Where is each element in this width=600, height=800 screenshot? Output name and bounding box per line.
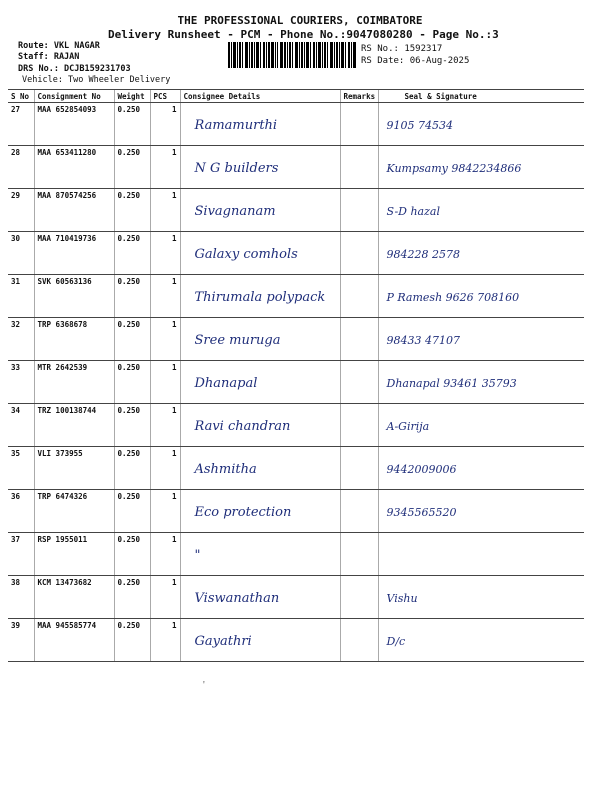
pieces: 1 bbox=[150, 189, 180, 232]
serial-number: 30 bbox=[8, 232, 34, 275]
consignee-details: Eco protection bbox=[180, 490, 340, 533]
weight: 0.250 bbox=[114, 318, 150, 361]
rs-number: RS No.: 1592317 bbox=[361, 44, 443, 54]
table-row bbox=[8, 146, 584, 189]
drs-number: DRS No.: DCJB159231703 bbox=[18, 64, 131, 74]
serial-number: 37 bbox=[8, 533, 34, 576]
signature: Kumpsamy 9842234866 bbox=[378, 146, 584, 189]
weight: 0.250 bbox=[114, 490, 150, 533]
consignment-number: SVK 60563136 bbox=[34, 275, 114, 318]
consignment-number: TRP 6474326 bbox=[34, 490, 114, 533]
pieces: 1 bbox=[150, 619, 180, 662]
serial-number: 31 bbox=[8, 275, 34, 318]
serial-number: 35 bbox=[8, 447, 34, 490]
consignee-details: Ramamurthi bbox=[180, 103, 340, 146]
consignment-number: VLI 373955 bbox=[34, 447, 114, 490]
signature: A-Girija bbox=[378, 404, 584, 447]
pieces: 1 bbox=[150, 318, 180, 361]
consignee-details: Thirumala polypack bbox=[180, 275, 340, 318]
pieces: 1 bbox=[150, 232, 180, 275]
weight: 0.250 bbox=[114, 404, 150, 447]
consignment-number: RSP 1955011 bbox=[34, 533, 114, 576]
column-header: Remarks bbox=[340, 90, 378, 103]
serial-number: 33 bbox=[8, 361, 34, 404]
remarks bbox=[340, 318, 378, 361]
weight: 0.250 bbox=[114, 232, 150, 275]
runsheet-table bbox=[8, 89, 584, 662]
consignment-number: KCM 13473682 bbox=[34, 576, 114, 619]
table-row bbox=[8, 103, 584, 146]
serial-number: 32 bbox=[8, 318, 34, 361]
pieces: 1 bbox=[150, 275, 180, 318]
remarks bbox=[340, 447, 378, 490]
rs-date: RS Date: 06-Aug-2025 bbox=[361, 56, 470, 66]
serial-number: 36 bbox=[8, 490, 34, 533]
table-row bbox=[8, 404, 584, 447]
table-row bbox=[8, 232, 584, 275]
remarks bbox=[340, 189, 378, 232]
table-row bbox=[8, 533, 584, 576]
consignee-details: Gayathri bbox=[180, 619, 340, 662]
consignee-details: Sree muruga bbox=[180, 318, 340, 361]
remarks bbox=[340, 619, 378, 662]
consignment-number: MAA 710419736 bbox=[34, 232, 114, 275]
pieces: 1 bbox=[150, 533, 180, 576]
remarks bbox=[340, 490, 378, 533]
consignee-details: Viswanathan bbox=[180, 576, 340, 619]
remarks bbox=[340, 103, 378, 146]
table-row bbox=[8, 275, 584, 318]
remarks bbox=[340, 146, 378, 189]
weight: 0.250 bbox=[114, 103, 150, 146]
weight: 0.250 bbox=[114, 189, 150, 232]
table-row bbox=[8, 619, 584, 662]
pieces: 1 bbox=[150, 404, 180, 447]
remarks bbox=[340, 404, 378, 447]
barcode bbox=[228, 42, 356, 68]
serial-number: 28 bbox=[8, 146, 34, 189]
signature: P Ramesh 9626 708160 bbox=[378, 275, 584, 318]
consignee-details: Galaxy comhols bbox=[180, 232, 340, 275]
consignee-details: " bbox=[180, 533, 340, 576]
consignee-details: Sivagnanam bbox=[180, 189, 340, 232]
table-row bbox=[8, 189, 584, 232]
pieces: 1 bbox=[150, 447, 180, 490]
remarks bbox=[340, 533, 378, 576]
weight: 0.250 bbox=[114, 619, 150, 662]
column-header: Consignment No bbox=[34, 90, 114, 103]
pieces: 1 bbox=[150, 576, 180, 619]
staff-label: Staff: RAJAN bbox=[18, 52, 80, 62]
weight: 0.250 bbox=[114, 361, 150, 404]
weight: 0.250 bbox=[114, 275, 150, 318]
table-row bbox=[8, 490, 584, 533]
serial-number: 27 bbox=[8, 103, 34, 146]
consignee-details: Dhanapal bbox=[180, 361, 340, 404]
route-label: Route: VKL NAGAR bbox=[18, 41, 100, 51]
remarks bbox=[340, 275, 378, 318]
consignment-number: MAA 870574256 bbox=[34, 189, 114, 232]
pieces: 1 bbox=[150, 361, 180, 404]
signature: 9105 74534 bbox=[378, 103, 584, 146]
consignee-details: N G builders bbox=[180, 146, 340, 189]
remarks bbox=[340, 361, 378, 404]
weight: 0.250 bbox=[114, 533, 150, 576]
signature: D/c bbox=[378, 619, 584, 662]
signature: 98433 47107 bbox=[378, 318, 584, 361]
column-header: Seal & Signature bbox=[378, 90, 584, 103]
serial-number: 29 bbox=[8, 189, 34, 232]
pieces: 1 bbox=[150, 103, 180, 146]
stray-mark: ' bbox=[203, 680, 205, 691]
consignee-details: Ravi chandran bbox=[180, 404, 340, 447]
table-row bbox=[8, 576, 584, 619]
table-row bbox=[8, 447, 584, 490]
table-row bbox=[8, 318, 584, 361]
signature: Vishu bbox=[378, 576, 584, 619]
signature: Dhanapal 93461 35793 bbox=[378, 361, 584, 404]
consignment-number: MAA 652854093 bbox=[34, 103, 114, 146]
consignment-number: MTR 2642539 bbox=[34, 361, 114, 404]
vehicle-label: Vehicle: Two Wheeler Delivery bbox=[22, 75, 171, 85]
runsheet-title: THE PROFESSIONAL COURIERS, COIMBATORE bbox=[177, 14, 423, 27]
weight: 0.250 bbox=[114, 447, 150, 490]
runsheet-subtitle: Delivery Runsheet - PCM - Phone No.:9047080280 - Page No.:3 bbox=[108, 28, 499, 41]
column-header: Weight bbox=[114, 90, 150, 103]
weight: 0.250 bbox=[114, 146, 150, 189]
remarks bbox=[340, 232, 378, 275]
serial-number: 39 bbox=[8, 619, 34, 662]
table-row bbox=[8, 361, 584, 404]
consignment-number: TRZ 100138744 bbox=[34, 404, 114, 447]
consignment-number: MAA 653411280 bbox=[34, 146, 114, 189]
serial-number: 34 bbox=[8, 404, 34, 447]
table-header-row bbox=[8, 90, 584, 103]
column-header: S No bbox=[8, 90, 34, 103]
consignment-number: MAA 945585774 bbox=[34, 619, 114, 662]
serial-number: 38 bbox=[8, 576, 34, 619]
signature: 984228 2578 bbox=[378, 232, 584, 275]
pieces: 1 bbox=[150, 490, 180, 533]
remarks bbox=[340, 576, 378, 619]
column-header: PCS bbox=[150, 90, 180, 103]
signature: 9442009006 bbox=[378, 447, 584, 490]
signature: 9345565520 bbox=[378, 490, 584, 533]
signature: S-D hazal bbox=[378, 189, 584, 232]
column-header: Consignee Details bbox=[180, 90, 340, 103]
pieces: 1 bbox=[150, 146, 180, 189]
consignment-number: TRP 6368678 bbox=[34, 318, 114, 361]
signature bbox=[378, 533, 584, 576]
consignee-details: Ashmitha bbox=[180, 447, 340, 490]
weight: 0.250 bbox=[114, 576, 150, 619]
